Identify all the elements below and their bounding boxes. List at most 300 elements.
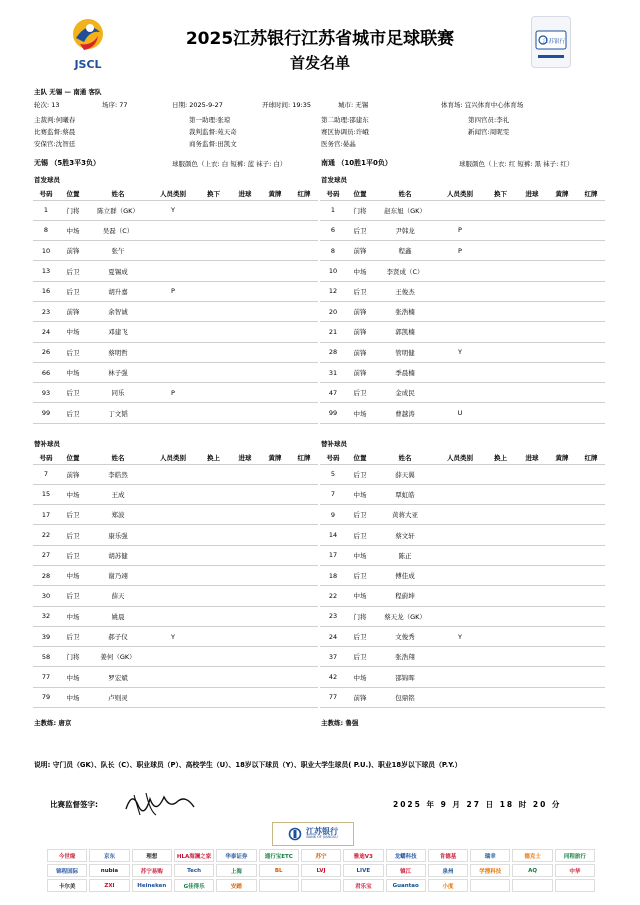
sub-cell bbox=[197, 200, 230, 220]
player-number: 30 bbox=[33, 586, 59, 606]
table-row bbox=[320, 606, 605, 626]
player-position: 后卫 bbox=[346, 647, 374, 667]
red-card-cell bbox=[290, 667, 318, 687]
table-row bbox=[33, 261, 318, 281]
player-name: 郑波 bbox=[87, 505, 149, 525]
yellow-card-cell bbox=[547, 261, 577, 281]
player-number: 47 bbox=[320, 383, 346, 403]
sub-cell bbox=[197, 464, 230, 484]
goals-cell bbox=[230, 626, 260, 646]
yellow-card-cell bbox=[260, 301, 290, 321]
column-header: 进球 bbox=[517, 452, 547, 464]
player-number: 58 bbox=[33, 647, 59, 667]
yellow-card-cell bbox=[260, 484, 290, 504]
table-row bbox=[33, 281, 318, 301]
table-row bbox=[33, 505, 318, 525]
red-card-cell bbox=[577, 464, 605, 484]
sub-cell bbox=[484, 505, 517, 525]
sponsor-logo: 今世缘 bbox=[47, 849, 87, 862]
player-category bbox=[149, 322, 197, 342]
sub-cell bbox=[197, 525, 230, 545]
red-card-cell bbox=[290, 383, 318, 403]
player-category bbox=[149, 505, 197, 525]
column-header: 姓名 bbox=[87, 188, 149, 200]
yellow-card-cell bbox=[547, 200, 577, 220]
player-name: 蔡明哲 bbox=[87, 342, 149, 362]
sub-cell bbox=[197, 687, 230, 707]
sub-cell bbox=[197, 565, 230, 585]
sub-cell bbox=[484, 586, 517, 606]
red-card-cell bbox=[577, 322, 605, 342]
table-row bbox=[320, 200, 605, 220]
player-position: 前锋 bbox=[346, 342, 374, 362]
sub-cell bbox=[197, 626, 230, 646]
column-header: 人员类别 bbox=[149, 188, 197, 200]
player-name: 谢乃翊 bbox=[87, 565, 149, 585]
red-card-cell bbox=[577, 545, 605, 565]
player-number: 21 bbox=[320, 322, 346, 342]
player-category bbox=[149, 484, 197, 504]
sponsor-logo: 京东 bbox=[89, 849, 129, 862]
player-number: 32 bbox=[33, 606, 59, 626]
red-card-cell bbox=[290, 484, 318, 504]
goals-cell bbox=[230, 241, 260, 261]
away-subs-label: 替补球员 bbox=[321, 440, 347, 448]
goals-cell bbox=[517, 606, 547, 626]
table-row bbox=[320, 545, 605, 565]
player-category: Y bbox=[436, 626, 484, 646]
table-row bbox=[320, 647, 605, 667]
table-row bbox=[33, 565, 318, 585]
sponsor-logo: 龙蟠科技 bbox=[386, 849, 426, 862]
player-name: 蔡文轩 bbox=[374, 525, 436, 545]
table-row bbox=[320, 301, 605, 321]
away-starters-table bbox=[320, 188, 605, 424]
player-category bbox=[149, 342, 197, 362]
away-team-name: 南通 （10胜1平0负） bbox=[321, 159, 392, 167]
goals-cell bbox=[230, 505, 260, 525]
red-card-cell bbox=[290, 586, 318, 606]
goals-cell bbox=[230, 322, 260, 342]
yellow-card-cell bbox=[260, 525, 290, 545]
home-subs-table bbox=[33, 452, 318, 708]
player-number: 23 bbox=[320, 606, 346, 626]
player-number: 5 bbox=[320, 464, 346, 484]
column-header: 红牌 bbox=[290, 452, 318, 464]
player-position: 门将 bbox=[59, 647, 87, 667]
player-position: 前锋 bbox=[59, 241, 87, 261]
player-position: 后卫 bbox=[59, 586, 87, 606]
sub-cell bbox=[197, 505, 230, 525]
legend-note: 说明: 守门员（GK）、队长（C）、职业球员（P）、高校学生（U）、18岁以下球员（Y）、职业大学生球员( P.U.)、职业18岁以下球员（P.Y.） bbox=[34, 761, 462, 769]
table-row bbox=[33, 586, 318, 606]
player-name: 余智诚 bbox=[87, 301, 149, 321]
table-row bbox=[320, 403, 605, 423]
player-number: 24 bbox=[33, 322, 59, 342]
red-card-cell bbox=[290, 505, 318, 525]
player-category bbox=[149, 403, 197, 423]
bank-badge bbox=[531, 16, 571, 68]
red-card-cell bbox=[577, 301, 605, 321]
yellow-card-cell bbox=[260, 383, 290, 403]
yellow-card-cell bbox=[547, 565, 577, 585]
home-kit-colors: 球服颜色（上衣: 白 短裤: 蓝 袜子: 白） bbox=[172, 160, 287, 168]
page-subtitle: 首发名单 bbox=[289, 54, 350, 72]
goals-cell bbox=[230, 281, 260, 301]
red-card-cell bbox=[290, 362, 318, 382]
player-number: 8 bbox=[33, 220, 59, 240]
sponsor-row-1 bbox=[47, 849, 595, 862]
goals-cell bbox=[230, 220, 260, 240]
player-position: 前锋 bbox=[346, 241, 374, 261]
table-row bbox=[320, 667, 605, 687]
red-card-cell bbox=[577, 667, 605, 687]
goals-cell bbox=[517, 241, 547, 261]
player-position: 后卫 bbox=[346, 281, 374, 301]
red-card-cell bbox=[290, 322, 318, 342]
player-name: 邓建飞 bbox=[87, 322, 149, 342]
sponsor-logo: AQ bbox=[512, 864, 552, 877]
player-category bbox=[436, 362, 484, 382]
sub-cell bbox=[484, 200, 517, 220]
sponsor-logo: 理想 bbox=[132, 849, 172, 862]
table-row bbox=[320, 586, 605, 606]
player-position: 中场 bbox=[346, 403, 374, 423]
player-number: 22 bbox=[33, 525, 59, 545]
player-name: 吴磊（C） bbox=[87, 220, 149, 240]
player-category: U bbox=[436, 403, 484, 423]
player-position: 中场 bbox=[59, 667, 87, 687]
player-position: 后卫 bbox=[346, 565, 374, 585]
home-coach: 主教练: 唐京 bbox=[34, 719, 72, 727]
column-header: 号码 bbox=[33, 452, 59, 464]
sponsor-strip bbox=[47, 849, 595, 894]
player-position: 中场 bbox=[346, 667, 374, 687]
player-position: 后卫 bbox=[59, 261, 87, 281]
goals-cell bbox=[517, 464, 547, 484]
goals-cell bbox=[230, 403, 260, 423]
sub-cell bbox=[484, 261, 517, 281]
player-position: 中场 bbox=[346, 484, 374, 504]
home-starters-table bbox=[33, 188, 318, 424]
goals-cell bbox=[517, 687, 547, 707]
table-row bbox=[320, 261, 605, 281]
table-row bbox=[320, 687, 605, 707]
player-name: 李皓然 bbox=[87, 464, 149, 484]
sub-cell bbox=[484, 545, 517, 565]
fourth-official: 第四官员:李礼 bbox=[468, 116, 510, 124]
player-name: 康乐强 bbox=[87, 525, 149, 545]
sponsor-logo: 上海 bbox=[216, 864, 256, 877]
sponsor-logo: 苏宁 bbox=[301, 849, 341, 862]
yellow-card-cell bbox=[547, 301, 577, 321]
player-position: 中场 bbox=[59, 362, 87, 382]
table-row bbox=[33, 484, 318, 504]
yellow-card-cell bbox=[260, 220, 290, 240]
sub-cell bbox=[484, 220, 517, 240]
player-name: 薛天翼 bbox=[374, 464, 436, 484]
goals-cell bbox=[230, 647, 260, 667]
red-card-cell bbox=[577, 586, 605, 606]
column-header: 黄牌 bbox=[260, 188, 290, 200]
yellow-card-cell bbox=[260, 586, 290, 606]
sub-cell bbox=[197, 545, 230, 565]
yellow-card-cell bbox=[260, 241, 290, 261]
player-name: 邵锦晖 bbox=[374, 667, 436, 687]
goals-cell bbox=[230, 586, 260, 606]
table-row bbox=[33, 687, 318, 707]
player-category bbox=[149, 241, 197, 261]
column-header: 进球 bbox=[230, 188, 260, 200]
player-position: 后卫 bbox=[59, 403, 87, 423]
player-name: 郭凯楠 bbox=[374, 322, 436, 342]
table-row bbox=[320, 383, 605, 403]
yellow-card-cell bbox=[547, 505, 577, 525]
sub-cell bbox=[484, 667, 517, 687]
player-number: 37 bbox=[320, 647, 346, 667]
sponsor-logo: 小度 bbox=[428, 879, 468, 892]
player-name: 覃虹皓 bbox=[374, 484, 436, 504]
table-row bbox=[33, 220, 318, 240]
player-category bbox=[436, 525, 484, 545]
red-card-cell bbox=[290, 281, 318, 301]
sponsor-row-2 bbox=[47, 864, 595, 877]
yellow-card-cell bbox=[547, 464, 577, 484]
red-card-cell bbox=[577, 626, 605, 646]
player-category bbox=[149, 362, 197, 382]
player-category bbox=[149, 586, 197, 606]
yellow-card-cell bbox=[260, 322, 290, 342]
sponsor-logo: 德克士 bbox=[512, 849, 552, 862]
sponsor-logo: 安踏 bbox=[216, 879, 256, 892]
sub-cell bbox=[484, 403, 517, 423]
red-card-cell bbox=[290, 565, 318, 585]
player-category bbox=[436, 687, 484, 707]
red-card-cell bbox=[577, 687, 605, 707]
sponsor-logo bbox=[259, 879, 299, 892]
player-category bbox=[436, 261, 484, 281]
player-number: 16 bbox=[33, 281, 59, 301]
player-number: 42 bbox=[320, 667, 346, 687]
player-number: 10 bbox=[33, 241, 59, 261]
red-card-cell bbox=[577, 200, 605, 220]
supervisor-signature bbox=[120, 785, 200, 821]
sub-cell bbox=[484, 484, 517, 504]
away-starters-label: 首发球员 bbox=[321, 176, 347, 184]
player-category bbox=[436, 565, 484, 585]
player-position: 后卫 bbox=[59, 383, 87, 403]
goals-cell bbox=[517, 261, 547, 281]
table-row bbox=[320, 362, 605, 382]
player-position: 后卫 bbox=[59, 281, 87, 301]
player-number: 6 bbox=[320, 220, 346, 240]
player-category: Y bbox=[149, 200, 197, 220]
goals-cell bbox=[230, 464, 260, 484]
player-position: 后卫 bbox=[346, 464, 374, 484]
goals-cell bbox=[517, 383, 547, 403]
player-name: 曹越涛 bbox=[374, 403, 436, 423]
player-number: 1 bbox=[33, 200, 59, 220]
red-card-cell bbox=[290, 525, 318, 545]
sub-cell bbox=[197, 322, 230, 342]
red-card-cell bbox=[290, 464, 318, 484]
goals-cell bbox=[517, 626, 547, 646]
city: 城市: 无锡 bbox=[338, 101, 369, 109]
sponsor-logo: nubia bbox=[89, 864, 129, 877]
sponsor-logo: BL bbox=[259, 864, 299, 877]
yellow-card-cell bbox=[547, 687, 577, 707]
red-card-cell bbox=[577, 362, 605, 382]
table-row bbox=[33, 383, 318, 403]
table-row bbox=[320, 484, 605, 504]
bank-logo-icon bbox=[288, 827, 302, 841]
sponsor-logo: ZXI bbox=[89, 879, 129, 892]
player-name: 文俊秀 bbox=[374, 626, 436, 646]
player-number: 9 bbox=[320, 505, 346, 525]
sponsor-logo: 锦程国际 bbox=[47, 864, 87, 877]
yellow-card-cell bbox=[547, 322, 577, 342]
referee: 主裁判:何曦春 bbox=[34, 116, 76, 124]
goals-cell bbox=[517, 281, 547, 301]
sub-cell bbox=[484, 301, 517, 321]
player-name: 金成民 bbox=[374, 383, 436, 403]
red-card-cell bbox=[290, 220, 318, 240]
player-number: 17 bbox=[320, 545, 346, 565]
player-position: 中场 bbox=[59, 565, 87, 585]
sponsor-logo: HLA海澜之家 bbox=[174, 849, 214, 862]
column-header: 号码 bbox=[320, 188, 346, 200]
player-number: 20 bbox=[320, 301, 346, 321]
player-category bbox=[149, 220, 197, 240]
player-position: 门将 bbox=[346, 606, 374, 626]
table-row bbox=[320, 220, 605, 240]
yellow-card-cell bbox=[547, 606, 577, 626]
table-row bbox=[33, 667, 318, 687]
player-name: 蔡天龙（GK） bbox=[374, 606, 436, 626]
sub-cell bbox=[484, 322, 517, 342]
goals-cell bbox=[230, 362, 260, 382]
sub-cell bbox=[197, 403, 230, 423]
player-position: 后卫 bbox=[346, 220, 374, 240]
player-number: 7 bbox=[320, 484, 346, 504]
player-number: 10 bbox=[320, 261, 346, 281]
column-header: 换上 bbox=[197, 452, 230, 464]
yellow-card-cell bbox=[260, 626, 290, 646]
sub-cell bbox=[197, 484, 230, 504]
goals-cell bbox=[230, 667, 260, 687]
assistant-referee-1: 第一助理:张琼 bbox=[189, 116, 231, 124]
player-number: 17 bbox=[33, 505, 59, 525]
player-category: Y bbox=[436, 342, 484, 362]
sponsor-logo: G佳得乐 bbox=[174, 879, 214, 892]
player-name: 丁文韬 bbox=[87, 403, 149, 423]
red-card-cell bbox=[290, 626, 318, 646]
red-card-cell bbox=[577, 606, 605, 626]
sub-cell bbox=[197, 241, 230, 261]
sub-cell bbox=[197, 586, 230, 606]
red-card-cell bbox=[290, 647, 318, 667]
player-category bbox=[436, 322, 484, 342]
goals-cell bbox=[517, 220, 547, 240]
red-card-cell bbox=[290, 241, 318, 261]
sub-cell bbox=[197, 383, 230, 403]
player-category bbox=[436, 606, 484, 626]
player-number: 18 bbox=[320, 565, 346, 585]
player-category bbox=[149, 687, 197, 707]
yellow-card-cell bbox=[260, 200, 290, 220]
yellow-card-cell bbox=[260, 403, 290, 423]
player-number: 1 bbox=[320, 200, 346, 220]
goals-cell bbox=[230, 342, 260, 362]
sponsor-logo: Guantao bbox=[386, 879, 426, 892]
column-header: 人员类别 bbox=[149, 452, 197, 464]
sub-cell bbox=[484, 525, 517, 545]
player-category bbox=[149, 565, 197, 585]
column-header: 黄牌 bbox=[547, 452, 577, 464]
sponsor-logo: 卡尔美 bbox=[47, 879, 87, 892]
player-category bbox=[149, 525, 197, 545]
sponsor-logo bbox=[555, 879, 595, 892]
red-card-cell bbox=[290, 301, 318, 321]
svg-text:江苏银行: 江苏银行 bbox=[542, 39, 566, 45]
player-position: 后卫 bbox=[346, 626, 374, 646]
player-name: 管明健 bbox=[374, 342, 436, 362]
player-category bbox=[436, 484, 484, 504]
sponsor-logo: 通行宝ETC bbox=[259, 849, 299, 862]
player-name: 林子强 bbox=[87, 362, 149, 382]
table-row bbox=[33, 464, 318, 484]
player-category bbox=[436, 200, 484, 220]
table-row bbox=[320, 464, 605, 484]
goals-cell bbox=[517, 484, 547, 504]
goals-cell bbox=[517, 342, 547, 362]
player-name: 程蔚坤 bbox=[374, 586, 436, 606]
player-number: 77 bbox=[320, 687, 346, 707]
player-category: P bbox=[436, 220, 484, 240]
goals-cell bbox=[230, 200, 260, 220]
player-category: Y bbox=[149, 626, 197, 646]
goals-cell bbox=[517, 667, 547, 687]
venue: 体育场: 宜兴体育中心体育场 bbox=[441, 101, 524, 109]
column-header: 换下 bbox=[484, 188, 517, 200]
player-category bbox=[436, 667, 484, 687]
table-row bbox=[33, 342, 318, 362]
column-header: 号码 bbox=[320, 452, 346, 464]
table-row bbox=[33, 200, 318, 220]
red-card-cell bbox=[290, 687, 318, 707]
sponsor-row-3 bbox=[47, 879, 595, 892]
player-name: 王俊杰 bbox=[374, 281, 436, 301]
security-officer: 安保官:沈智廷 bbox=[34, 140, 76, 148]
sponsor-logo: LVJ bbox=[301, 864, 341, 877]
player-name: 姚晨 bbox=[87, 606, 149, 626]
column-header: 位置 bbox=[346, 452, 374, 464]
sponsor-logo: 君乐宝 bbox=[343, 879, 383, 892]
table-row bbox=[33, 626, 318, 646]
red-card-cell bbox=[290, 261, 318, 281]
goals-cell bbox=[230, 301, 260, 321]
table-row bbox=[320, 505, 605, 525]
table-row bbox=[320, 525, 605, 545]
red-card-cell bbox=[577, 241, 605, 261]
column-header: 位置 bbox=[59, 452, 87, 464]
column-header: 号码 bbox=[33, 188, 59, 200]
sub-cell bbox=[484, 241, 517, 261]
player-position: 前锋 bbox=[346, 362, 374, 382]
yellow-card-cell bbox=[547, 362, 577, 382]
player-number: 22 bbox=[320, 586, 346, 606]
sub-cell bbox=[197, 342, 230, 362]
